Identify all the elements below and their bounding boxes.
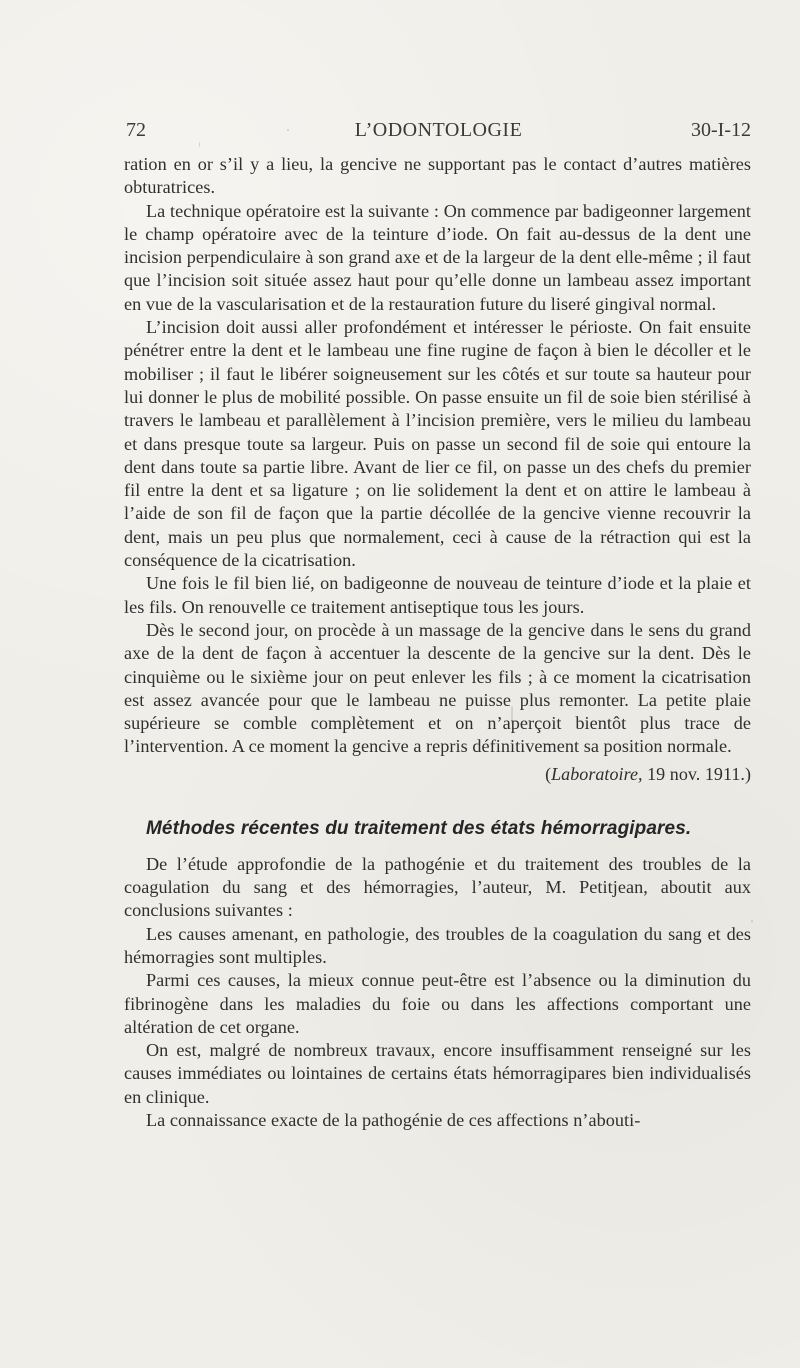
section-paragraph-3: Parmi ces causes, la mieux connue peut-être est l’absence ou la diminution du fibrinogène dans les maladies du foie ou dans les affections comportant une altération de cet organe. <box>124 970 751 1037</box>
section-heading: Méthodes récentes du traitement des états hémorragipares. <box>146 817 692 839</box>
citation-date: 19 nov. 1911. <box>647 763 745 784</box>
article-body <box>124 153 751 1132</box>
paragraph-4: Une fois le fil bien lié, on badigeonne de nouveau de teinture d’iode et la plaie et les fils. On renouvelle ce traitement antiseptique tous les jours. <box>124 573 751 617</box>
paragraph-1: ration en or s’il y a lieu, la gencive ne supportant pas le contact d’autres matières obturatrices. <box>124 154 751 198</box>
paragraph-5: Dès le second jour, on procède à un massage de la gencive dans le sens du grand axe de la dent de façon à accentuer la descente de la gencive sur la dent. Dès le cinquième ou le sixième jour on peut enlever les fils ; à ce moment la cicatrisation est assez avancée pour que le lambeau ne puisse plus remonter. La petite plaie supérieure se comble complètement et on n’aperçoit bientôt plus trace de l’intervention. A ce moment la gencive a repris définitivement sa position normale. <box>124 619 751 757</box>
paragraph-3: L’incision doit aussi aller profondément et intéresser le périoste. On fait ensuite pénétrer entre la dent et le lambeau une fine rugine de façon à bien le décoller et le mobiliser ; il faut le libérer soigneusement sur les côtés et sur toute sa hauteur pour lui donner le plus de mobilité possible. On passe ensuite un fil de soie bien stérilisé à travers le lambeau et parallèlement à l’incision première, vers le milieu du lambeau et dans presque toute sa largeur. Puis on passe un second fil de soie qui entoure la dent dans toute sa partie libre. Avant de lier ce fil, on passe un des chefs du premier fil entre la dent et sa ligature ; on lie solidement la dent et on attire le lambeau à l’aide de son fil de façon que la partie décollée de la gencive vienne recouvrir la dent, mais un peu plus que normalement, ceci à cause de la rétraction qui est la conséquence de la cicatrisation. <box>124 317 751 571</box>
section-paragraph-4: On est, malgré de nombreux travaux, encore insuffisamment renseigné sur les causes immédiates ou lointaines de certains états hémorragipares bien individualisés en clinique. <box>124 1040 751 1107</box>
running-header <box>126 116 751 144</box>
paragraph-2: La technique opératoire est la suivante : On commence par badigeonner largement le champ opératoire avec de la teinture d’iode. On fait au-dessus de la dent une incision perpendiculaire à son grand axe et de la largeur de la dent elle-même ; il faut que l’incision soit située assez haut pour qu’elle donne un lambeau assez important en vue de la vascularisation et de la restauration future du liseré gingival normal. <box>124 200 751 314</box>
source-citation: (Laboratoire, 19 nov. 1911.) <box>545 763 751 784</box>
section-paragraph-5: La connaissance exacte de la pathogénie de ces affections n’abouti- <box>146 1109 641 1130</box>
citation-source: Laboratoire, <box>551 763 643 784</box>
paper-speck <box>751 920 753 922</box>
section-paragraph-1: De l’étude approfondie de la pathogénie et du traitement des troubles de la coagulation du sang et des hémorragies, l’auteur, M. Petitjean, aboutit aux conclusions suivantes : <box>124 853 751 921</box>
page-number: 72 <box>126 119 146 141</box>
issue-date: 30-I-12 <box>691 119 751 141</box>
journal-title: L’ODONTOLOGIE <box>354 119 523 141</box>
section-paragraph-2: Les causes amenant, en pathologie, des troubles de la coagulation du sang et des hémorragies sont multiples. <box>124 923 751 967</box>
